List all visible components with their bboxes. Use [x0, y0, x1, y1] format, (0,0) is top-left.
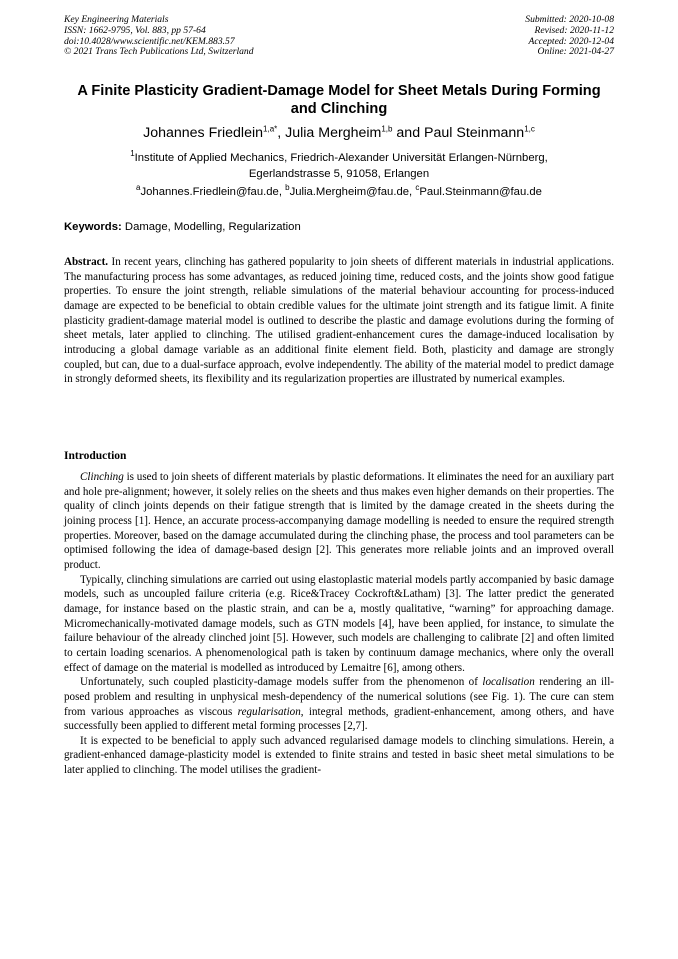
journal-header [64, 15, 254, 58]
author-affiliation-mark: 1,a* [263, 124, 278, 134]
paragraph [64, 675, 614, 734]
email-mark: b [285, 183, 290, 193]
keywords-text: Damage, Modelling, Regularization [121, 221, 301, 233]
emphasis: regularisation [237, 705, 301, 718]
author-affiliation-mark: 1,b [381, 124, 393, 134]
journal-issn: ISSN: 1662-9795, Vol. 883, pp 57-64 [64, 24, 206, 36]
section-heading-introduction: Introduction [64, 450, 127, 462]
paragraph: It is expected to be beneficial to apply such advanced regularised damage models to clinching simulations. Herein, a gradient-enhanced damage-plasticity model is extended to finite strains and tested in basic sheet metal simulations to be later applied to clinching. The model utilises the gradient- [64, 734, 614, 777]
author-separator: , [277, 125, 286, 141]
submission-dates [525, 15, 614, 58]
email-link[interactable]: Paul.Steinmann@fau.de [419, 186, 542, 198]
email-mark: a [136, 183, 141, 193]
journal-name: Key Engineering Materials [64, 14, 169, 25]
abstract-label: Abstract. [64, 256, 109, 268]
date-submitted: Submitted: 2020-10-08 [525, 14, 614, 25]
author-name: Julia Mergheim [285, 125, 382, 141]
emphasis: localisation [482, 676, 535, 689]
author-name: Paul Steinmann [424, 125, 525, 141]
emphasis: Clinching [80, 471, 124, 483]
paper-title: A Finite Plasticity Gradient-Damage Model for Sheet Metals During Forming and Clinching [77, 83, 601, 117]
affiliation-line: Institute of Applied Mechanics, Friedrich-Alexander Universität Erlangen-Nürnberg, [134, 152, 548, 164]
email-link[interactable]: Johannes.Friedlein@fau.de, [140, 186, 286, 198]
paragraph-text: , integral methods, gradient-enhancement, among others, and have successfully been applied to different metal forming processes [2,7]. [64, 705, 614, 733]
author-list [64, 124, 614, 142]
journal-doi: doi:10.4028/www.scientific.net/KEM.883.57 [64, 35, 235, 47]
affiliation-address: Egerlandstrasse 5, 91058, Erlangen [248, 168, 430, 180]
introduction-body [64, 470, 614, 778]
paragraph-text: rendering an ill-posed problem and resulting in unphysical mesh-dependency of the numerical solutions (see Fig. 1). The cure can stem from various approaches as viscous [64, 676, 614, 718]
author-separator: and [392, 125, 425, 141]
abstract-text: In recent years, clinching has gathered popularity to join sheets of different materials in industrial applications. The manufacturing process has some advantages, as reduced joining time, reduced costs, and the joints show good fatigue properties. To ensure the joint strength, reliable simulations of the material behaviour accounting for process-induced damage are expected to be beneficial to obtain credible values for the ultimate joint strength and its fatigue limit. A finite plasticity gradient-damage material model is outlined to describe the plastic and damage evolutions during the forming of sheet metals, later applied to clinching. The utilised gradient-enhancement cures the damage-induced localisation by introducing a global damage variable as an additional finite element field. Both, plasticity and damage are strongly coupled, but can, due to a dual-surface approach, evolve independently. The ability of the material model to predict damage in strongly deformed sheets, its flexibility and its regularization properties are illustrated by numerical examples. [64, 256, 614, 386]
date-accepted: Accepted: 2020-12-04 [528, 35, 614, 47]
paragraph-text: Unfortunately, such coupled plasticity-damage models suffer from the phenomenon of [80, 676, 483, 689]
author-affiliation-mark: 1,c [524, 124, 535, 134]
paragraph-text: is used to join sheets of different materials by plastic deformations. It eliminates the need for an auxiliary part and hole pre-alignment; however, it solely relies on the sheets and thus makes even higher demands on their properties. The quality of clinch joints depends on their fatigue strength that is limited by the damage created in the sheets during the joining process [1]. Hence, an accurate process-accompanying damage modelling is needed to ensure the required strength properties. Moreover, based on the damage accumulated during the clinching phase, the process and tool parameters can be optimised following the idea of damage-based design [2]. This generates more reliable joints and an improved overall product. [64, 471, 614, 571]
date-online: Online: 2021-04-27 [537, 46, 614, 58]
email-mark: c [415, 183, 420, 193]
keywords-label: Keywords: [64, 221, 122, 233]
author-emails [64, 185, 614, 200]
email-link[interactable]: Julia.Mergheim@fau.de, [289, 186, 416, 198]
keywords [64, 220, 614, 235]
journal-copyright: © 2021 Trans Tech Publications Ltd, Switzerland [64, 46, 254, 58]
affiliation-mark: 1 [130, 149, 135, 159]
affiliation [64, 150, 614, 182]
author-name: Johannes Friedlein [143, 125, 264, 141]
abstract [64, 255, 614, 387]
paragraph: Typically, clinching simulations are carried out using elastoplastic material models partly accompanied by basic damage models, such as uncoupled failure criteria (e.g. Rice&Tracey Cockroft&Latham) [3]. The latter predict the generated damage, for instance based on the plastic strain, and can be a, mostly qualitative, “warning” for approaching damage. Micromechanically-motivated damage models, such as GTN models [4], have been applied, for instance, to simulate the failure behaviour of the already clinched joint [5]. However, such models are challenging to calibrate [2] and often limited to certain loading scenarios. A phenomenological path is taken by continuum damage mechanics, where only the overall effect of damage on the material is modelled as introduced by Lemaitre [6], among others. [64, 573, 614, 674]
date-revised: Revised: 2020-11-12 [534, 24, 614, 36]
paragraph [64, 470, 614, 573]
